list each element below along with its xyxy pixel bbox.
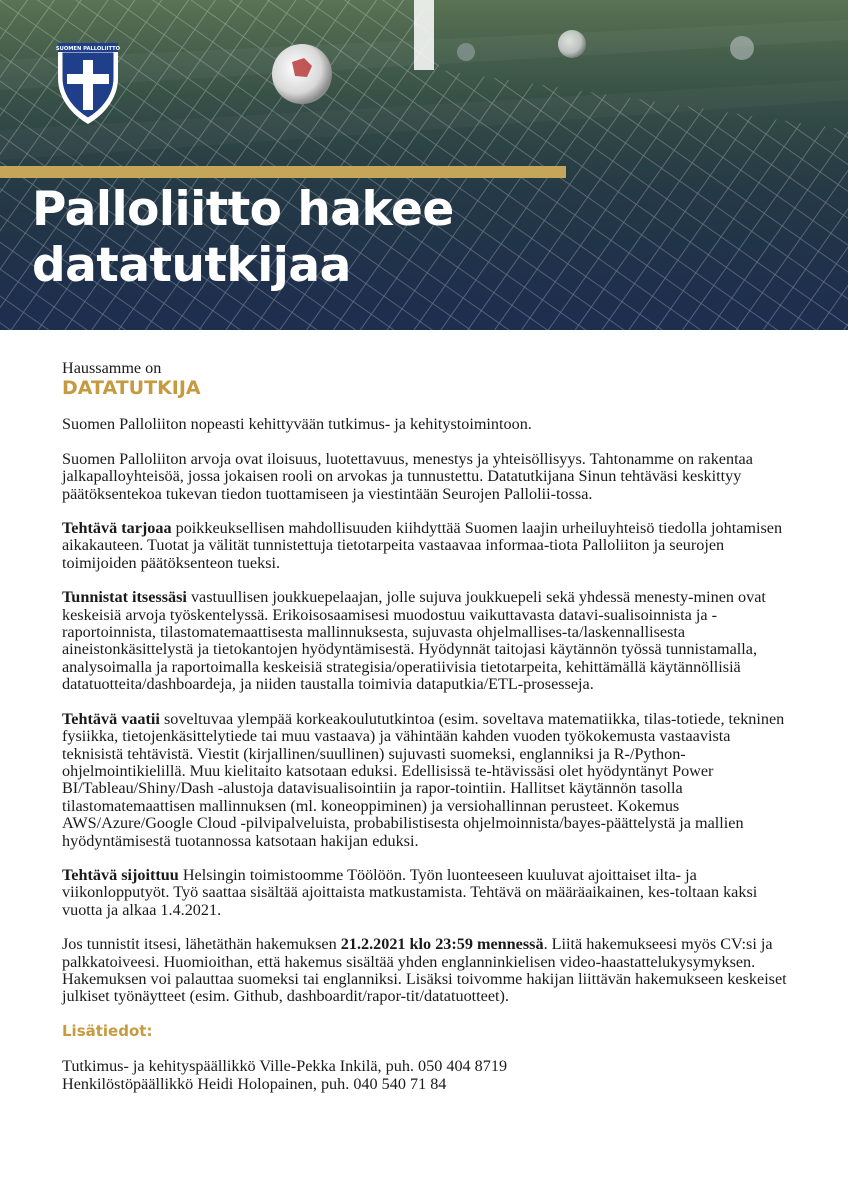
contact-hr-manager: Henkilöstöpäällikkö Heidi Holopainen, puh. 040 540 71 84 — [62, 1074, 447, 1093]
page-title — [32, 182, 454, 294]
offer-heading: Tehtävä tarjoaa — [62, 519, 172, 538]
requirements-text: soveltuvaa ylempää korkeakoulututkintoa (esim. soveltava matematiikka, tilas-totiede, tekninen fysiikka, tietojenkäsittelytiede tai muu vastaava) ja vähintään kahden vuoden työkokemusta vastaavista teknisistä tehtävistä. Viestit (kirjallinen/suullinen) sujuvasti suomeksi, englanniksi ja R-/Python-ohjelmointikielillä. Muu kielitaito katsotaan eduksi. Edellisissä te-htävissäsi olet hyödyntänyt Power BI/Tableau/Shiny/Dash -alustoja datavisualisointiin ja rapor-tointiin. Hallitset käytännön tasolla tilastomatemaattisen mallinnuksen (ml. koneoppiminen) ja versiohallinnan perusteet. Kokemus AWS/Azure/Google Cloud -pilvipalveluista, probabilistisesta ohjelmoinnista/bayes-päättelystä ja mallien hyödyntämisestä tuotannossa katsotaan hakijan eduksi. — [62, 709, 785, 850]
offer-paragraph — [62, 520, 794, 572]
intro-text: Haussamme on — [62, 359, 162, 377]
contact-block — [62, 1058, 794, 1093]
page-title-line1: Palloliitto hakee — [32, 182, 454, 237]
logo-text: SUOMEN PALLOLIITTO — [55, 46, 121, 52]
application-text: . Liitä hakemukseesi myös CV:si ja palkkatoiveesi. Huomioithan, että hakemus sisältää yhden englanninkielisen video-haastattelukysymyksen. Hakemuksen voi palauttaa suomeksi tai englanniksi. Lisäksi toivomme hakijan liittävän hakemukseen keskeiset julkiset työnäytteet (esim. Github, dashboardit/rapor-tit/datatuotteet). — [62, 935, 787, 1006]
offer-text: poikkeuksellisen mahdollisuuden kiihdyttää Suomen laajin urheiluyhteisö tiedolla johtamisen aikakauteen. Tuotat ja välität tunnistettuja tietotarpeita vastaavaa informaa-tiota Palloliiton ja seurojen toimijoiden päätöksenteon tueksi. — [62, 519, 783, 572]
requirements-heading: Tehtävä vaatii — [62, 709, 160, 728]
subtitle-text: Suomen Palloliiton nopeasti kehittyvään tutkimus- ja kehitystoimintoon. — [62, 415, 532, 434]
location-heading: Tehtävä sijoittuu — [62, 865, 179, 884]
job-description — [62, 350, 794, 1110]
values-paragraph: Suomen Palloliiton arvoja ovat iloisuus, luotettavuus, menestys ja yhteisöllisyys. Tahtonamme on rakentaa jalkapalloyhteisöä, jossa jokaisen rooli on arvokas ja tunnustettu. Datatutkijana Sinun tehtäväsi keskittyy päätöksentekoa tukevan tiedon tuottamiseen ja viestintään Seurojen Pallolii-tossa. — [62, 449, 753, 503]
job-title: DATATUTKIJA — [62, 377, 201, 400]
profile-paragraph — [62, 589, 794, 693]
contact-rd-manager: Tutkimus- ja kehityspäällikkö Ville-Pekka Inkilä, puh. 050 404 8719 — [62, 1057, 508, 1076]
palloliitto-logo — [54, 38, 122, 126]
page-title-line2: datatutkijaa — [32, 238, 351, 293]
application-deadline: 21.2.2021 klo 23:59 mennessä — [340, 935, 544, 954]
application-text-pre: Jos tunnistit itsesi, lähetäthän hakemuksen — [62, 935, 341, 954]
hero-banner — [0, 0, 848, 330]
profile-text: vastuullisen joukkuepelaajan, jolle sujuva joukkuepeli sekä yhdessä menesty-minen ovat keskeisiä arvoja työskentelyssä. Erikoisosaamisesi muodostuu vaikuttavasta datavi-sualisoinnista ja -raportoinnista, tilastomatemaattisesta mallinnuksesta, sujuvasta ohjelmallises-ta/laskennallisesta aineistonkäsittelystä ja tietokantojen hyödyntämisestä. Hyödynnät taitojasi käytännön työssä tunnistamalla, analysoimalla ja raportoimalla keskeisiä strategisia/operatiivisia tietotarpeita, kehittämällä käytännöllisiä datatuotteita/dashboardeja, ja niiden taustalla toimivia dataputkia/ETL-prosesseja. — [62, 588, 766, 694]
gold-accent-bar — [0, 166, 566, 178]
location-paragraph — [62, 867, 794, 919]
location-text: Helsingin toimistoomme Töölöön. Työn luonteeseen kuuluvat ajoittaiset ilta- ja viikonlopputyöt. Työ saattaa sisältää ajoittaista matkustamista. Tehtävä on määräaikainen, kes-toltaan kaksi vuotta ja alkaa 1.4.2021. — [62, 865, 758, 919]
profile-heading: Tunnistat itsessäsi — [62, 588, 187, 607]
more-info-label: Lisätiedot: — [62, 1021, 153, 1040]
application-paragraph — [62, 936, 794, 1006]
requirements-paragraph — [62, 711, 794, 850]
